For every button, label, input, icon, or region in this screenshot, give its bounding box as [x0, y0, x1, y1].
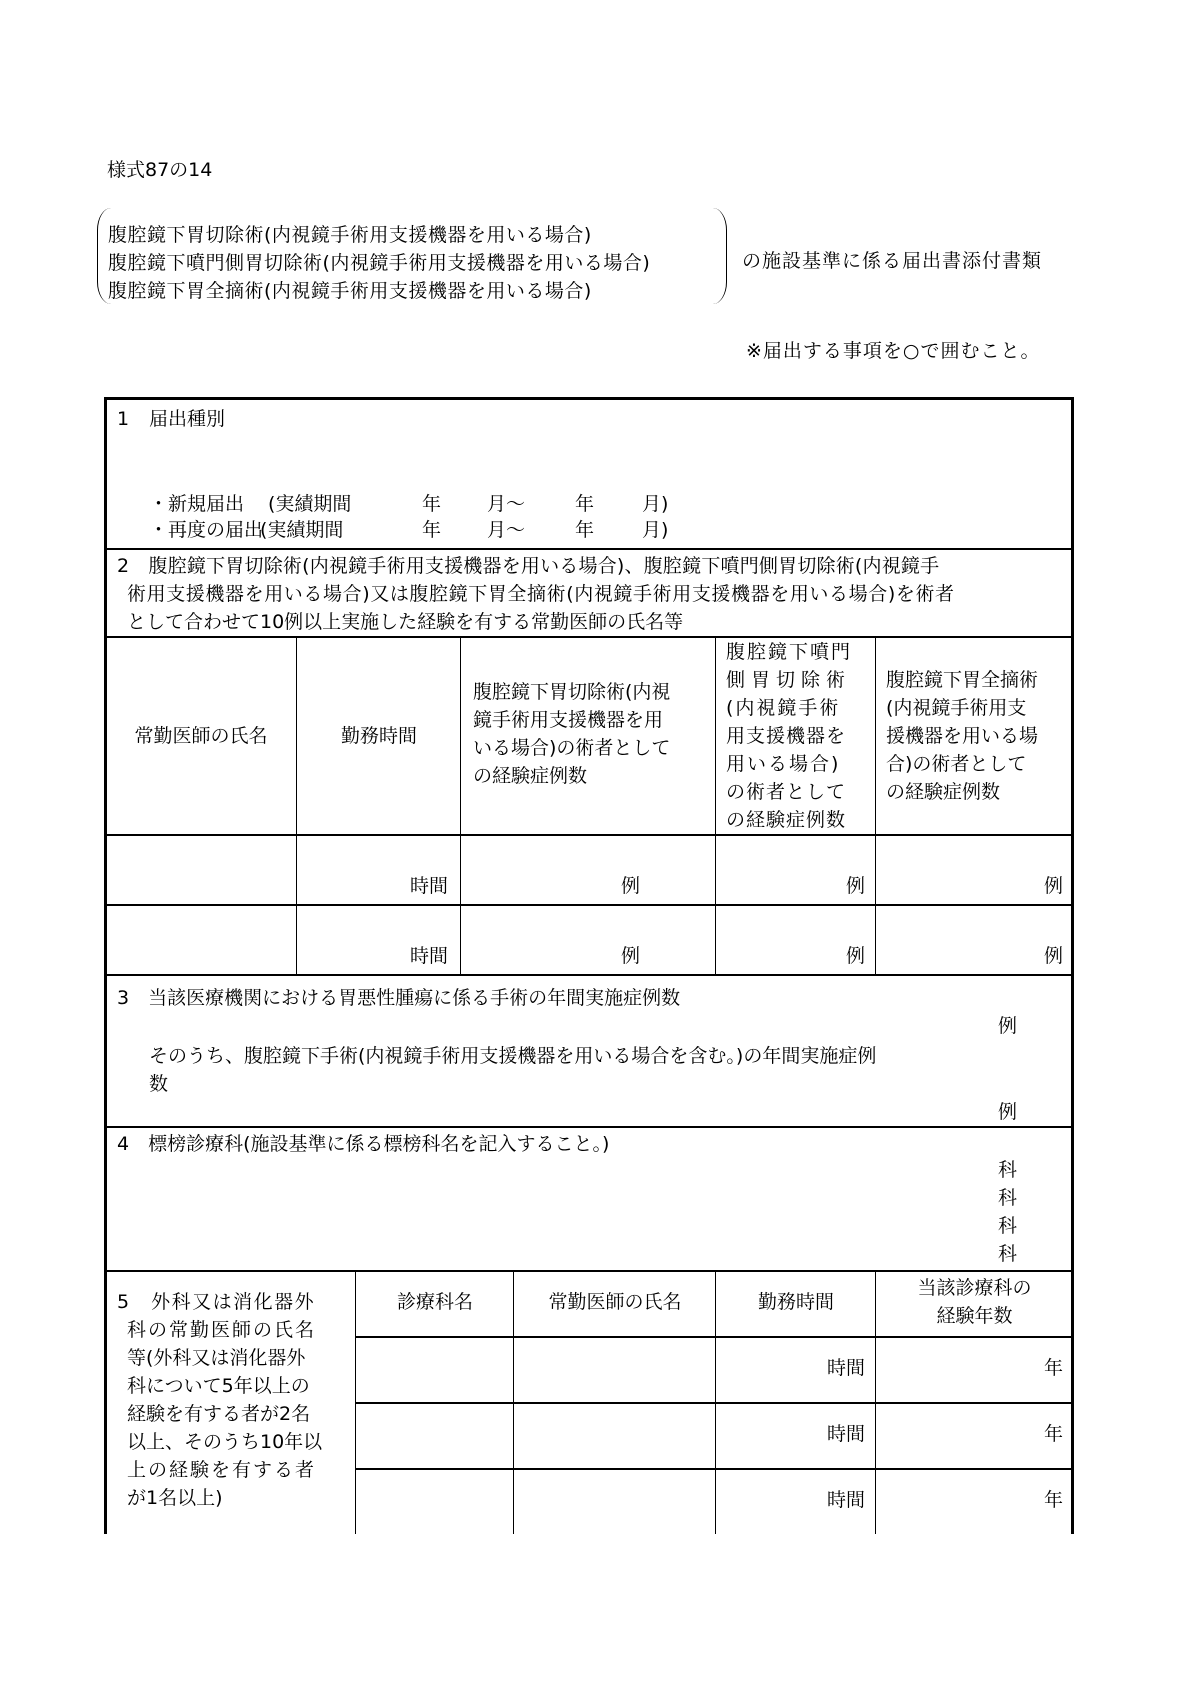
label-line: 等(外科又は消化器外: [127, 1347, 306, 1369]
divider: [875, 636, 876, 974]
header-line: 合)の術者として: [886, 753, 1027, 775]
section1-heading: 届出種別: [149, 408, 226, 430]
col-header-department: 診療科名: [396, 1291, 473, 1313]
divider: [513, 1270, 514, 1534]
year-unit: 年: [575, 519, 595, 541]
divider: [715, 1270, 716, 1534]
header-line: 腹腔鏡下胃切除術(内視: [473, 681, 671, 703]
form-number: 様式87の14: [107, 159, 213, 181]
hours-unit: 時間: [409, 945, 448, 967]
instruction-note: ※届出する事項を○で囲むこと。: [746, 340, 1041, 362]
header-line: 経験年数: [936, 1305, 1013, 1327]
header-line: 用支援機器を: [726, 725, 847, 747]
col-header-work-hours: 勤務時間: [340, 725, 417, 747]
divider: [296, 636, 297, 974]
month-unit: 月): [642, 519, 669, 541]
label-line: 上の経験を有する者: [127, 1459, 317, 1481]
doctor-name-input[interactable]: [515, 1404, 715, 1466]
section1-number: 1: [117, 408, 130, 430]
label-line: 5 外科又は消化器外: [117, 1291, 316, 1313]
doctor-name-input[interactable]: [106, 906, 296, 972]
label-line: 科について5年以上の: [127, 1375, 310, 1397]
cases-unit: 例: [845, 945, 865, 967]
header-line: 鏡手術用支援機器を用: [473, 709, 664, 731]
label-line: 科の常勤医師の氏名: [127, 1319, 317, 1341]
years-unit: 年: [1043, 1357, 1063, 1379]
section3-sub-line2: 数: [149, 1073, 169, 1095]
section3-heading: 3 当該医療機関における胃悪性腫瘍に係る手術の年間実施症例数: [117, 987, 681, 1009]
header-line: の経験症例数: [886, 781, 1001, 803]
divider: [104, 548, 1074, 550]
option-label[interactable]: ・再度の届出: [149, 519, 264, 541]
header-line: 側胃切除術: [726, 669, 852, 691]
doctor-name-input[interactable]: [515, 1470, 715, 1532]
section3-sub-line1: そのうち、腹腔鏡下手術(内視鏡手術用支援機器を用いる場合を含む。)の年間実施症例: [149, 1045, 877, 1067]
title-procedure-3: 腹腔鏡下胃全摘術(内視鏡手術用支援機器を用いる場合): [108, 280, 592, 302]
label-line: 以上、そのうち10年以: [127, 1431, 323, 1453]
cases-unit: 例: [1043, 945, 1063, 967]
option-label[interactable]: ・新規届出: [149, 493, 245, 515]
period-label: (実績期間: [268, 493, 352, 515]
cases-unit: 例: [620, 945, 640, 967]
hours-unit: 時間: [826, 1357, 865, 1379]
divider: [104, 636, 1074, 638]
col-header-doctor-name: 常勤医師の氏名: [134, 725, 268, 747]
cases-unit: 例: [1043, 875, 1063, 897]
year-unit: 年: [575, 493, 595, 515]
col-header-doctor-name: 常勤医師の氏名: [548, 1291, 682, 1313]
department-unit: 科: [998, 1243, 1018, 1265]
header-line: 用いる場合): [726, 753, 841, 775]
hours-unit: 時間: [409, 875, 448, 897]
header-line: 援機器を用いる場: [886, 725, 1039, 747]
label-line: 経験を有する者が2名: [127, 1403, 311, 1425]
month-unit: 月): [642, 493, 669, 515]
section4-heading: 4 標榜診療科(施設基準に係る標榜科名を記入すること。): [117, 1133, 610, 1155]
month-unit: 月～: [487, 519, 526, 541]
department-input[interactable]: [357, 1404, 513, 1466]
doctor-name-input[interactable]: [106, 836, 296, 902]
title-procedure-1: 腹腔鏡下胃切除術(内視鏡手術用支援機器を用いる場合): [108, 224, 592, 246]
hours-unit: 時間: [826, 1423, 865, 1445]
header-line: の経験症例数: [473, 765, 588, 787]
annual-cases-unit: 例: [998, 1015, 1018, 1037]
header-line: (内視鏡手術用支: [886, 697, 1027, 719]
header-line: 腹腔鏡下胃全摘術: [886, 669, 1039, 691]
department-input[interactable]: [357, 1338, 513, 1400]
department-unit: 科: [998, 1215, 1018, 1237]
header-line: 腹腔鏡下噴門: [726, 641, 853, 663]
col-header-work-hours: 勤務時間: [757, 1291, 834, 1313]
header-line: (内視鏡手術: [726, 697, 841, 719]
period-label: (実績期間: [260, 519, 344, 541]
divider: [875, 1270, 876, 1534]
laparoscopic-cases-unit: 例: [998, 1101, 1018, 1123]
department-unit: 科: [998, 1159, 1018, 1181]
section2-heading-line2: 術用支援機器を用いる場合)又は腹腔鏡下胃全摘術(内視鏡手術用支援機器を用いる場合)を術者: [127, 583, 955, 605]
years-unit: 年: [1043, 1423, 1063, 1445]
doctor-name-input[interactable]: [515, 1338, 715, 1400]
header-line: の経験症例数: [726, 809, 847, 831]
section2-heading-line1: 2 腹腔鏡下胃切除術(内視鏡手術用支援機器を用いる場合)、腹腔鏡下噴門側胃切除術(内視鏡手: [117, 555, 940, 577]
divider: [104, 1126, 1074, 1128]
cases-unit: 例: [845, 875, 865, 897]
department-input[interactable]: [357, 1470, 513, 1532]
department-unit: 科: [998, 1187, 1018, 1209]
divider: [715, 636, 716, 974]
cases-unit: 例: [620, 875, 640, 897]
hours-unit: 時間: [826, 1489, 865, 1511]
month-unit: 月～: [487, 493, 526, 515]
title-procedure-2: 腹腔鏡下噴門側胃切除術(内視鏡手術用支援機器を用いる場合): [108, 252, 651, 274]
year-unit: 年: [422, 519, 442, 541]
year-unit: 年: [422, 493, 442, 515]
section2-heading-line3: として合わせて10例以上実施した経験を有する常勤医師の氏名等: [127, 611, 684, 633]
divider: [355, 1270, 356, 1534]
divider: [104, 974, 1074, 976]
label-line: が1名以上): [127, 1487, 223, 1509]
divider: [460, 636, 461, 974]
title-suffix: の施設基準に係る届出書添付書類: [742, 250, 1043, 272]
divider: [104, 1270, 1074, 1272]
right-brace: [712, 208, 727, 304]
header-line: の術者として: [726, 781, 847, 803]
header-line: いる場合)の術者として: [473, 737, 671, 759]
years-unit: 年: [1043, 1489, 1063, 1511]
header-line: 当該診療科の: [917, 1277, 1032, 1299]
